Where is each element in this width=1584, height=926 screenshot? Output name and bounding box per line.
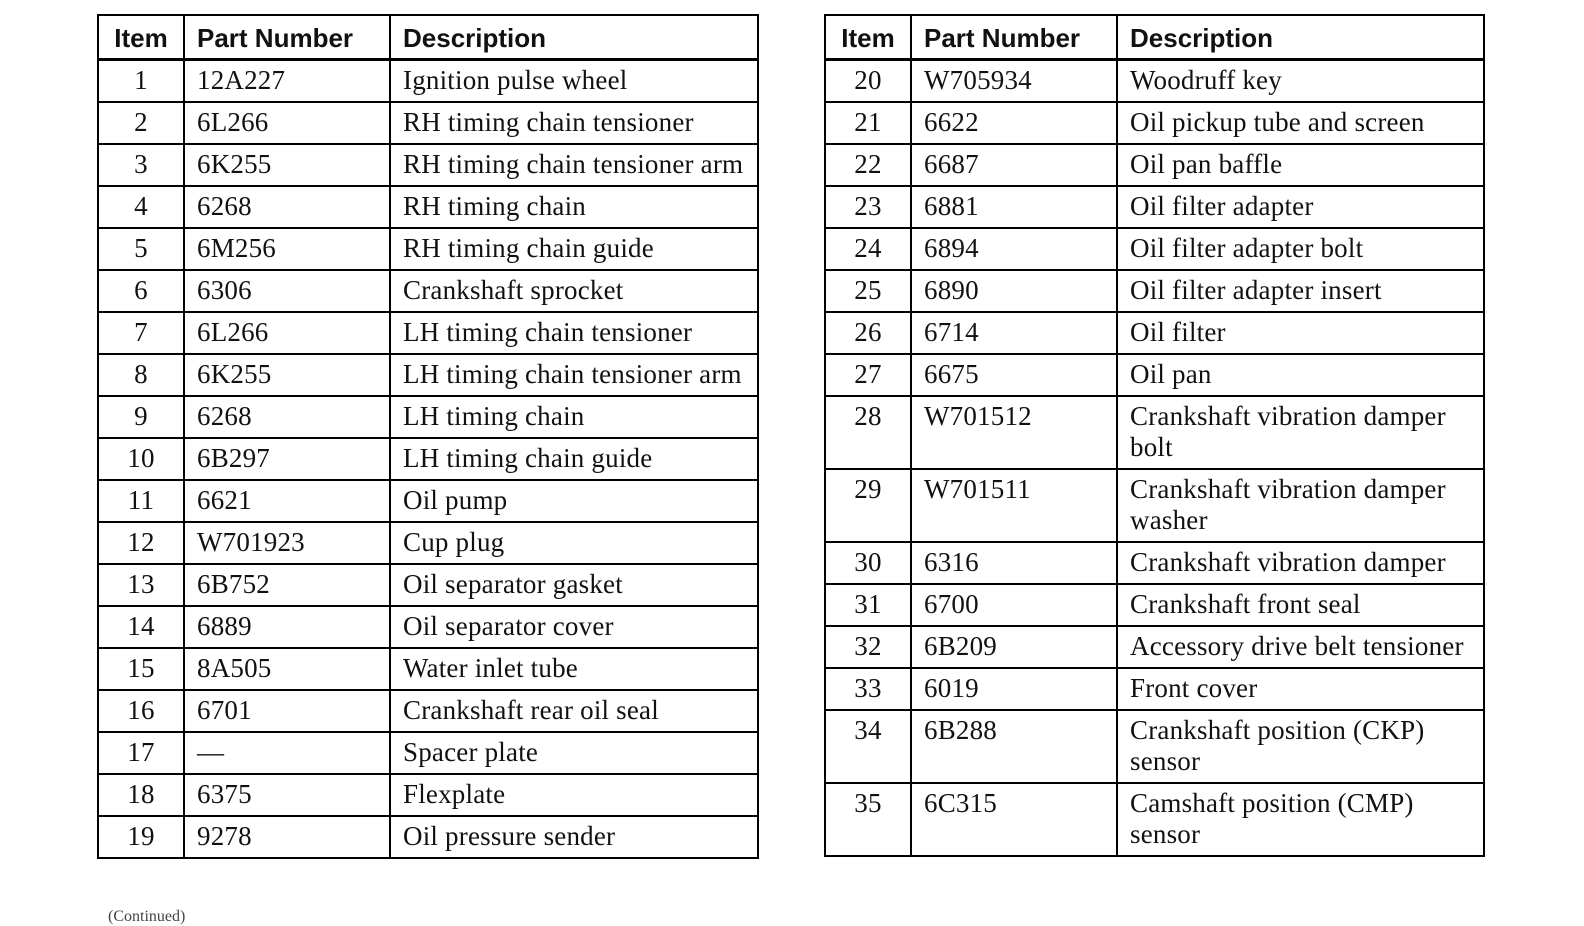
part-number: 9278 <box>184 816 390 858</box>
table-row <box>98 102 758 144</box>
part-number: 6622 <box>911 102 1117 144</box>
item-number: 31 <box>825 584 911 626</box>
header-description: Description <box>390 15 758 60</box>
part-number: 6M256 <box>184 228 390 270</box>
part-number: 6714 <box>911 312 1117 354</box>
table-row <box>98 312 758 354</box>
item-number: 17 <box>98 732 184 774</box>
item-number: 8 <box>98 354 184 396</box>
part-description: RH timing chain <box>390 186 758 228</box>
part-description: Ignition pulse wheel <box>390 60 758 103</box>
parts-table-left <box>97 14 759 859</box>
item-number: 32 <box>825 626 911 668</box>
part-number: 12A227 <box>184 60 390 103</box>
table-row <box>825 102 1484 144</box>
item-number: 20 <box>825 60 911 103</box>
part-description: Cup plug <box>390 522 758 564</box>
part-description: RH timing chain tensioner <box>390 102 758 144</box>
part-description: RH timing chain guide <box>390 228 758 270</box>
part-number: 6L266 <box>184 312 390 354</box>
part-number: 6316 <box>911 542 1117 584</box>
continued-note: (Continued) <box>108 908 186 925</box>
part-description: Front cover <box>1117 668 1484 710</box>
table-row <box>825 626 1484 668</box>
part-description: Camshaft position (CMP) sensor <box>1117 783 1484 856</box>
part-description: Water inlet tube <box>390 648 758 690</box>
part-description: Oil filter adapter insert <box>1117 270 1484 312</box>
header-description: Description <box>1117 15 1484 60</box>
part-number: W701923 <box>184 522 390 564</box>
table-row <box>825 469 1484 542</box>
part-number: 6B288 <box>911 710 1117 783</box>
table-row <box>98 438 758 480</box>
part-number: W701511 <box>911 469 1117 542</box>
part-description: Oil pressure sender <box>390 816 758 858</box>
part-description: Crankshaft vibration damper washer <box>1117 469 1484 542</box>
item-number: 21 <box>825 102 911 144</box>
part-number: 6L266 <box>184 102 390 144</box>
item-number: 28 <box>825 396 911 469</box>
item-number: 10 <box>98 438 184 480</box>
part-number: 6K255 <box>184 354 390 396</box>
item-number: 12 <box>98 522 184 564</box>
item-number: 13 <box>98 564 184 606</box>
header-part-number: Part Number <box>911 15 1117 60</box>
item-number: 18 <box>98 774 184 816</box>
table-row <box>825 396 1484 469</box>
part-description: Crankshaft vibration damper bolt <box>1117 396 1484 469</box>
table-body <box>98 60 758 859</box>
table-row <box>98 60 758 103</box>
item-number: 27 <box>825 354 911 396</box>
item-number: 3 <box>98 144 184 186</box>
part-number: 6890 <box>911 270 1117 312</box>
part-description: Crankshaft vibration damper <box>1117 542 1484 584</box>
table-row <box>825 584 1484 626</box>
item-number: 14 <box>98 606 184 648</box>
part-description: LH timing chain guide <box>390 438 758 480</box>
table-row <box>825 144 1484 186</box>
table-row <box>98 690 758 732</box>
table-row <box>98 522 758 564</box>
item-number: 4 <box>98 186 184 228</box>
header-row <box>98 15 758 60</box>
item-number: 19 <box>98 816 184 858</box>
part-description: Oil filter adapter <box>1117 186 1484 228</box>
header-item: Item <box>825 15 911 60</box>
item-number: 5 <box>98 228 184 270</box>
part-number: — <box>184 732 390 774</box>
table-row <box>825 542 1484 584</box>
part-description: Oil filter adapter bolt <box>1117 228 1484 270</box>
table-row <box>98 354 758 396</box>
part-description: Crankshaft position (CKP) sensor <box>1117 710 1484 783</box>
part-number: W701512 <box>911 396 1117 469</box>
table-row <box>98 186 758 228</box>
part-description: Accessory drive belt tensioner <box>1117 626 1484 668</box>
part-description: Crankshaft rear oil seal <box>390 690 758 732</box>
part-number: 6306 <box>184 270 390 312</box>
item-number: 25 <box>825 270 911 312</box>
part-description: Crankshaft front seal <box>1117 584 1484 626</box>
table-row <box>825 668 1484 710</box>
part-number: 6B209 <box>911 626 1117 668</box>
item-number: 11 <box>98 480 184 522</box>
part-number: 6K255 <box>184 144 390 186</box>
table-row <box>825 270 1484 312</box>
item-number: 35 <box>825 783 911 856</box>
part-number: 6375 <box>184 774 390 816</box>
part-number: 6B752 <box>184 564 390 606</box>
table-row <box>825 186 1484 228</box>
header-part-number: Part Number <box>184 15 390 60</box>
part-description: LH timing chain <box>390 396 758 438</box>
part-description: Crankshaft sprocket <box>390 270 758 312</box>
part-number: 6889 <box>184 606 390 648</box>
part-description: Oil pickup tube and screen <box>1117 102 1484 144</box>
part-number: 6268 <box>184 396 390 438</box>
part-number: 6C315 <box>911 783 1117 856</box>
item-number: 22 <box>825 144 911 186</box>
table-row <box>98 228 758 270</box>
table-body <box>825 60 1484 857</box>
item-number: 7 <box>98 312 184 354</box>
table-row <box>98 564 758 606</box>
part-number: 6019 <box>911 668 1117 710</box>
part-number: 6687 <box>911 144 1117 186</box>
table-row <box>98 606 758 648</box>
item-number: 33 <box>825 668 911 710</box>
item-number: 2 <box>98 102 184 144</box>
header-item: Item <box>98 15 184 60</box>
part-description: Oil pan <box>1117 354 1484 396</box>
table-row <box>825 228 1484 270</box>
item-number: 26 <box>825 312 911 354</box>
part-description: Oil separator cover <box>390 606 758 648</box>
part-description: Oil pan baffle <box>1117 144 1484 186</box>
part-number: 6621 <box>184 480 390 522</box>
table-row <box>825 60 1484 103</box>
item-number: 23 <box>825 186 911 228</box>
table-row <box>98 144 758 186</box>
part-description: Oil separator gasket <box>390 564 758 606</box>
part-number: 6268 <box>184 186 390 228</box>
item-number: 16 <box>98 690 184 732</box>
item-number: 30 <box>825 542 911 584</box>
item-number: 6 <box>98 270 184 312</box>
table-row <box>98 480 758 522</box>
item-number: 15 <box>98 648 184 690</box>
table-row <box>98 732 758 774</box>
part-description: Oil pump <box>390 480 758 522</box>
part-description: LH timing chain tensioner arm <box>390 354 758 396</box>
part-description: Oil filter <box>1117 312 1484 354</box>
table-row <box>98 270 758 312</box>
table-row <box>825 783 1484 856</box>
part-description: Flexplate <box>390 774 758 816</box>
part-description: LH timing chain tensioner <box>390 312 758 354</box>
table-row <box>825 312 1484 354</box>
table-row <box>98 816 758 858</box>
item-number: 9 <box>98 396 184 438</box>
item-number: 29 <box>825 469 911 542</box>
part-description: Woodruff key <box>1117 60 1484 103</box>
table-row <box>98 648 758 690</box>
part-number: 6701 <box>184 690 390 732</box>
part-number: 8A505 <box>184 648 390 690</box>
item-number: 24 <box>825 228 911 270</box>
table-row <box>98 396 758 438</box>
part-number: W705934 <box>911 60 1117 103</box>
table-row <box>825 354 1484 396</box>
part-number: 6894 <box>911 228 1117 270</box>
part-description: RH timing chain tensioner arm <box>390 144 758 186</box>
parts-table-right <box>824 14 1485 857</box>
part-number: 6700 <box>911 584 1117 626</box>
part-number: 6881 <box>911 186 1117 228</box>
header-row <box>825 15 1484 60</box>
table-row <box>825 710 1484 783</box>
table-row <box>98 774 758 816</box>
part-description: Spacer plate <box>390 732 758 774</box>
item-number: 1 <box>98 60 184 103</box>
item-number: 34 <box>825 710 911 783</box>
part-number: 6675 <box>911 354 1117 396</box>
part-number: 6B297 <box>184 438 390 480</box>
